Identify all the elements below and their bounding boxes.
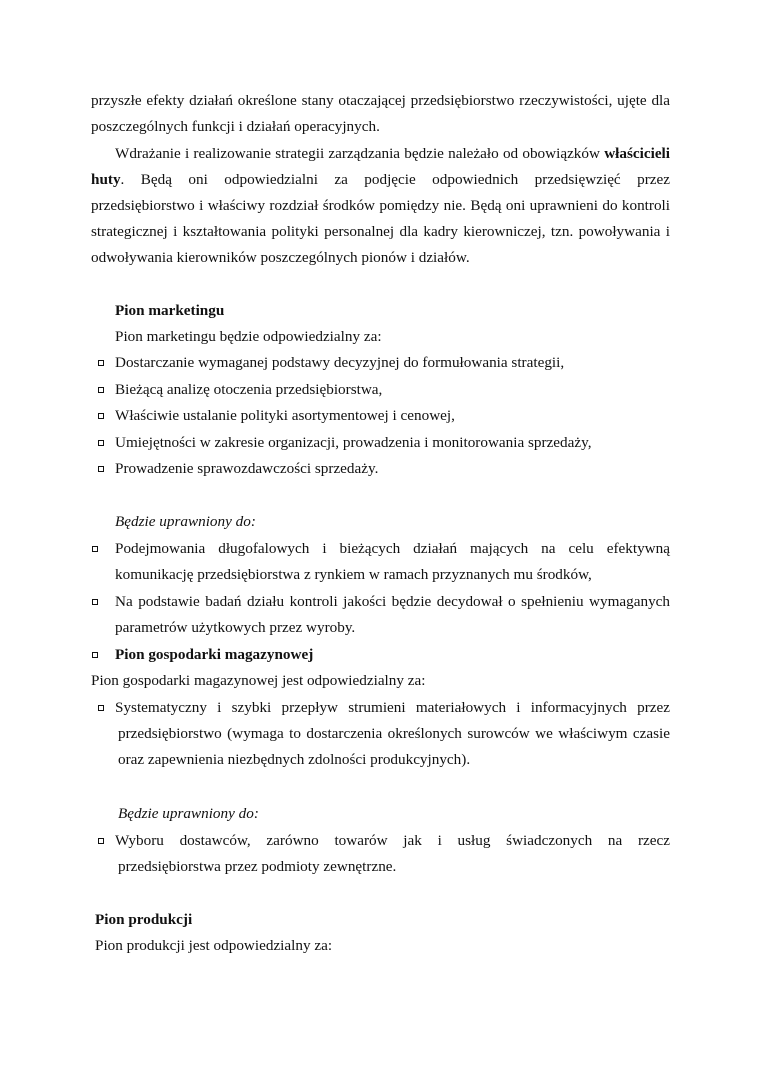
marketing-intro: Pion marketingu będzie odpowiedzialny za: <box>115 328 382 345</box>
bullet-icon <box>98 413 104 419</box>
marketing-heading: Pion marketingu <box>115 302 225 319</box>
bullet-icon <box>98 705 104 711</box>
bullet-icon <box>98 387 104 393</box>
strategy-paragraph-line: huty. Będą oni odpowiedzialni za podjęcie odpowiednich przedsięwzięć przez <box>91 171 670 188</box>
production-heading: Pion produkcji <box>95 911 193 928</box>
warehouse-right-line: przedsiębiorstwa przez podmioty zewnętrzne. <box>118 858 397 875</box>
marketing-item: Dostarczanie wymaganej podstawy decyzyjnej do formułowania strategii, <box>115 354 565 371</box>
marketing-right-line: Na podstawie badań działu kontroli jakości będzie decydował o spełnieniu wymaganych <box>115 593 670 610</box>
bullet-icon <box>92 599 98 605</box>
marketing-item: Umiejętności w zakresie organizacji, prowadzenia i monitorowania sprzedaży, <box>115 434 592 451</box>
strategy-paragraph-line: odwoływania kierowników poszczególnych pionów i działów. <box>91 249 470 266</box>
bullet-icon <box>92 652 98 658</box>
marketing-right-line: komunikację przedsiębiorstwa z rynkiem w ramach przyznanych mu środków, <box>115 566 592 583</box>
bullet-icon <box>98 466 104 472</box>
marketing-item: Prowadzenie sprawozdawczości sprzedaży. <box>115 460 379 477</box>
intro-line: poszczególnych funkcji i działań operacyjnych. <box>91 118 380 135</box>
strategy-paragraph-line: Wdrażanie i realizowanie strategii zarządzania będzie należało od obowiązków właścicieli <box>115 145 670 162</box>
marketing-item: Właściwie ustalanie polityki asortymentowej i cenowej, <box>115 407 455 424</box>
warehouse-item-line: przedsiębiorstwo (wymaga to dostarczenia określonych surowców we właściwym czasie <box>118 725 670 742</box>
warehouse-rights-heading: Będzie uprawniony do: <box>118 805 259 822</box>
marketing-right-line: Podejmowania długofalowych i bieżących działań mających na celu efektywną <box>115 540 670 557</box>
warehouse-right-line: Wyboru dostawców, zarówno towarów jak i usług świadczonych na rzecz <box>115 832 670 849</box>
warehouse-item-line: oraz zapewnienia niezbędnych zdolności produkcyjnych). <box>118 751 471 768</box>
marketing-rights-heading: Będzie uprawniony do: <box>115 513 256 530</box>
warehouse-item-line: Systematyczny i szybki przepływ strumieni materiałowych i informacyjnych przez <box>115 699 670 716</box>
warehouse-heading: Pion gospodarki magazynowej <box>115 646 314 663</box>
warehouse-intro: Pion gospodarki magazynowej jest odpowiedzialny za: <box>91 672 426 689</box>
bullet-icon <box>98 440 104 446</box>
bullet-icon <box>98 360 104 366</box>
bullet-icon <box>92 546 98 552</box>
production-intro: Pion produkcji jest odpowiedzialny za: <box>95 937 333 954</box>
intro-line: przyszłe efekty działań określone stany otaczającej przedsiębiorstwo rzeczywistości, ujęte dla <box>91 92 670 109</box>
bullet-icon <box>98 838 104 844</box>
marketing-right-line: parametrów użytkowych przez wyroby. <box>115 619 356 636</box>
strategy-paragraph-line: przedsiębiorstwo i właściwy rozdział środków pomiędzy nie. Będą oni uprawnieni do kontroli <box>91 197 670 214</box>
marketing-item: Bieżącą analizę otoczenia przedsiębiorstwa, <box>115 381 383 398</box>
strategy-paragraph-line: strategicznej i kształtowania polityki personalnej dla kadry kierowniczej, tzn. powoływania i <box>91 223 670 240</box>
